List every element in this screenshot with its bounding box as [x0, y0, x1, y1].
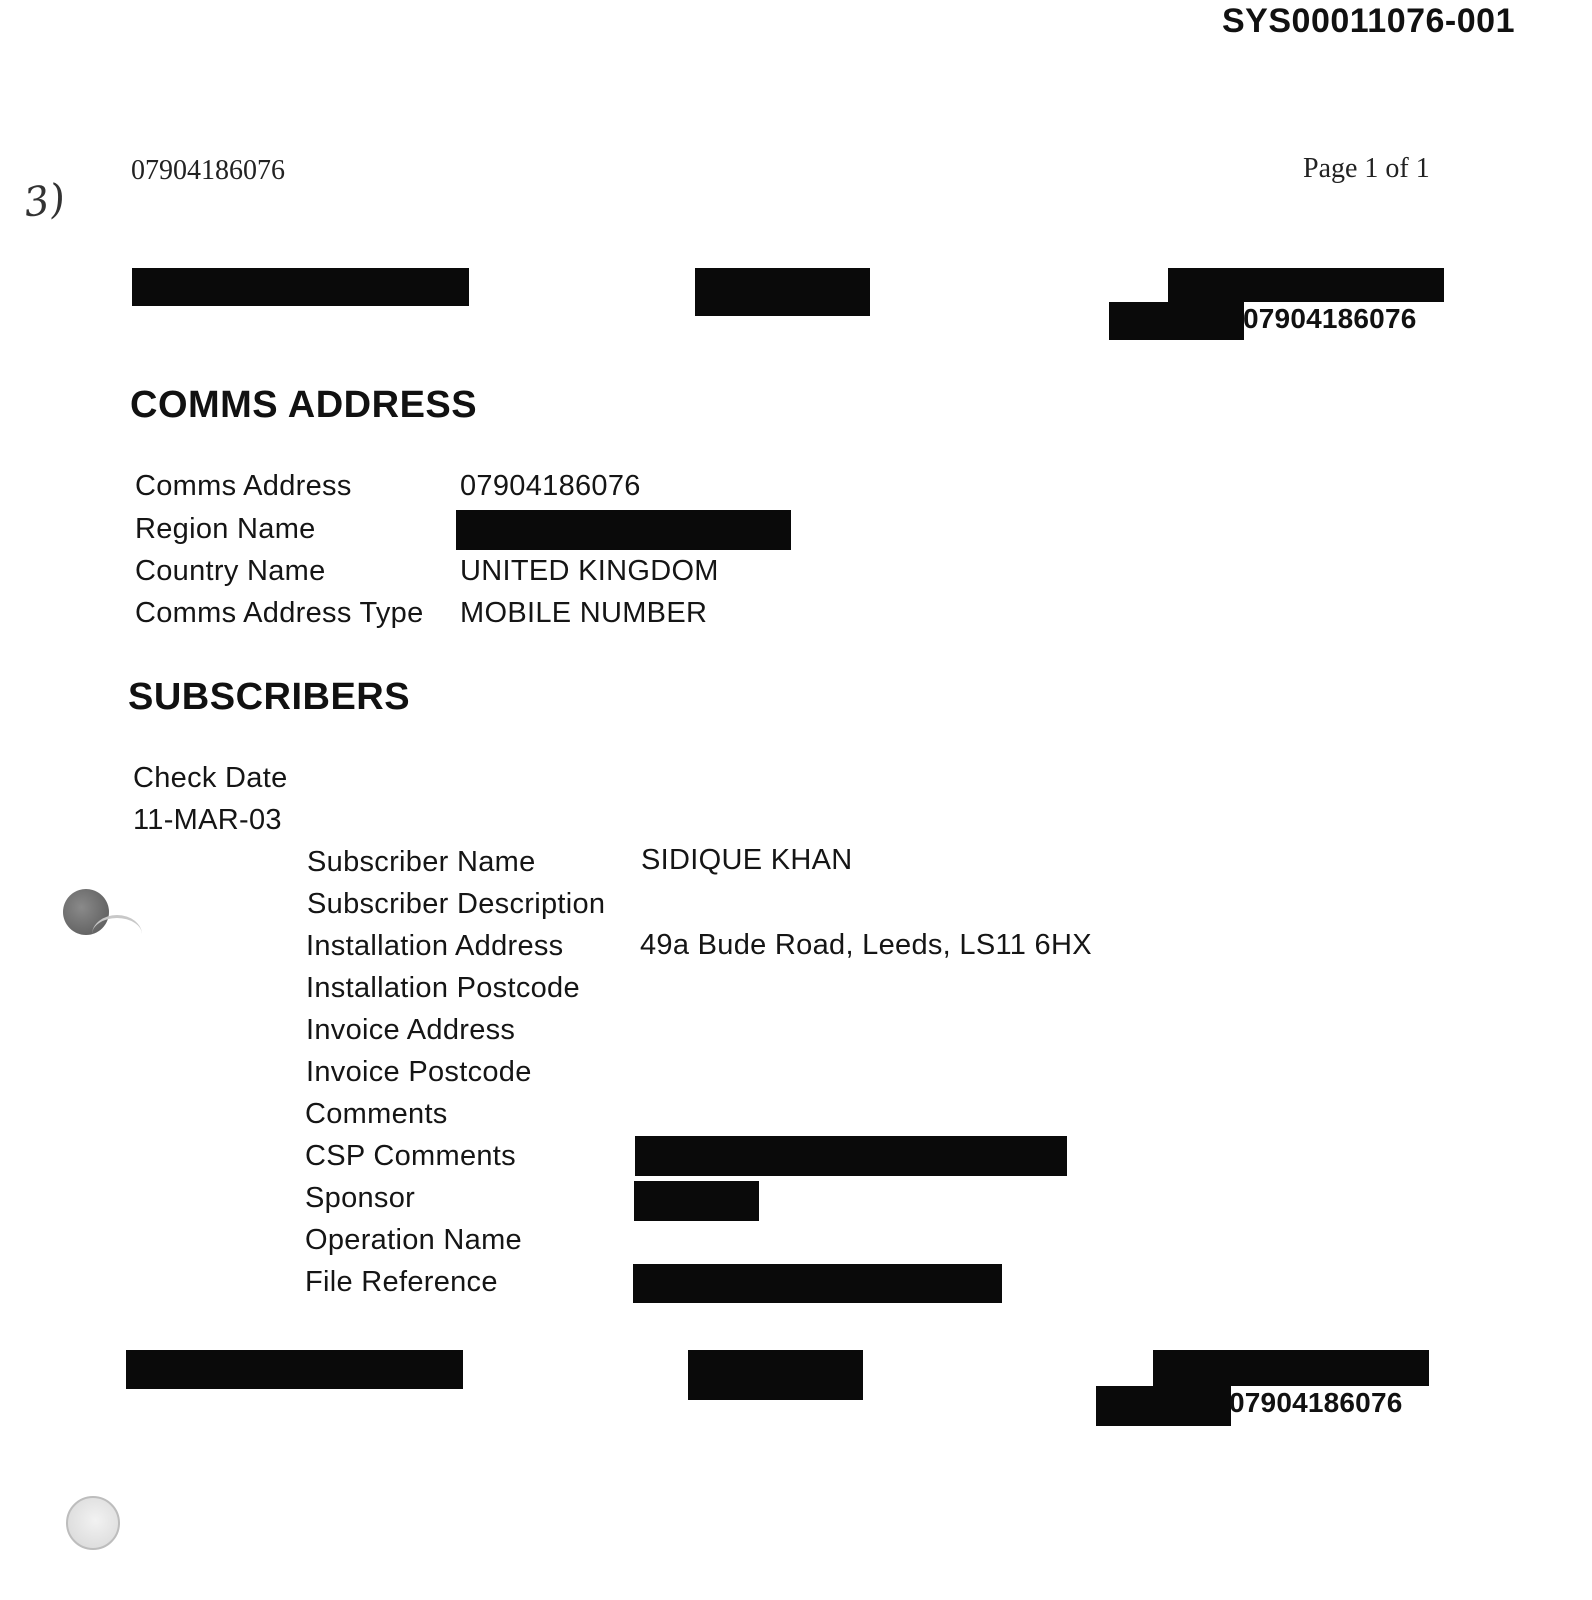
redaction-block — [1109, 302, 1244, 340]
field-label: Country Name — [135, 555, 326, 587]
field-value: 07904186076 — [460, 470, 641, 502]
field-label: Comms Address — [135, 470, 352, 502]
redaction-block — [635, 1136, 1067, 1176]
field-label: File Reference — [305, 1266, 498, 1298]
header-phone-number: 07904186076 — [131, 155, 285, 186]
redaction-block — [126, 1350, 463, 1389]
redaction-block — [1168, 268, 1444, 302]
field-value: SIDIQUE KHAN — [641, 844, 853, 876]
field-label: Subscriber Name — [307, 846, 536, 878]
field-label: Invoice Postcode — [306, 1056, 532, 1088]
field-label: Invoice Address — [306, 1014, 516, 1046]
redaction-block — [634, 1181, 759, 1221]
field-label: Operation Name — [305, 1224, 522, 1256]
punch-hole-shadow — [92, 915, 142, 954]
page-number-label: Page 1 of 1 — [1303, 153, 1430, 184]
field-label: Subscriber Description — [307, 888, 606, 920]
redaction-block — [633, 1264, 1002, 1303]
redaction-block — [1153, 1350, 1429, 1386]
handwritten-mark: 3) — [20, 175, 69, 227]
field-label: Installation Address — [306, 930, 564, 962]
redaction-block — [456, 510, 791, 550]
comms-address-heading: COMMS ADDRESS — [130, 384, 478, 426]
redaction-block — [688, 1350, 863, 1400]
field-label: Sponsor — [305, 1182, 416, 1214]
field-label: CSP Comments — [305, 1140, 516, 1172]
header-bar-number: 07904186076 — [1243, 303, 1417, 334]
field-label: Comms Address Type — [135, 597, 424, 629]
check-date-value: 11-MAR-03 — [133, 804, 282, 836]
subscribers-heading: SUBSCRIBERS — [128, 676, 411, 718]
punch-hole-mark — [66, 1496, 120, 1550]
field-label: Comments — [305, 1098, 448, 1130]
field-label: Region Name — [135, 513, 316, 545]
redaction-block — [1096, 1386, 1231, 1426]
field-label: Installation Postcode — [306, 972, 580, 1004]
field-value: MOBILE NUMBER — [460, 597, 708, 629]
field-value: 49a Bude Road, Leeds, LS11 6HX — [640, 929, 1092, 961]
redaction-block — [695, 268, 870, 316]
field-value: UNITED KINGDOM — [460, 555, 719, 587]
footer-bar-number: 07904186076 — [1229, 1387, 1403, 1418]
redaction-block — [132, 268, 469, 306]
document-id: SYS00011076-001 — [1222, 2, 1515, 40]
check-date-label: Check Date — [133, 762, 288, 794]
